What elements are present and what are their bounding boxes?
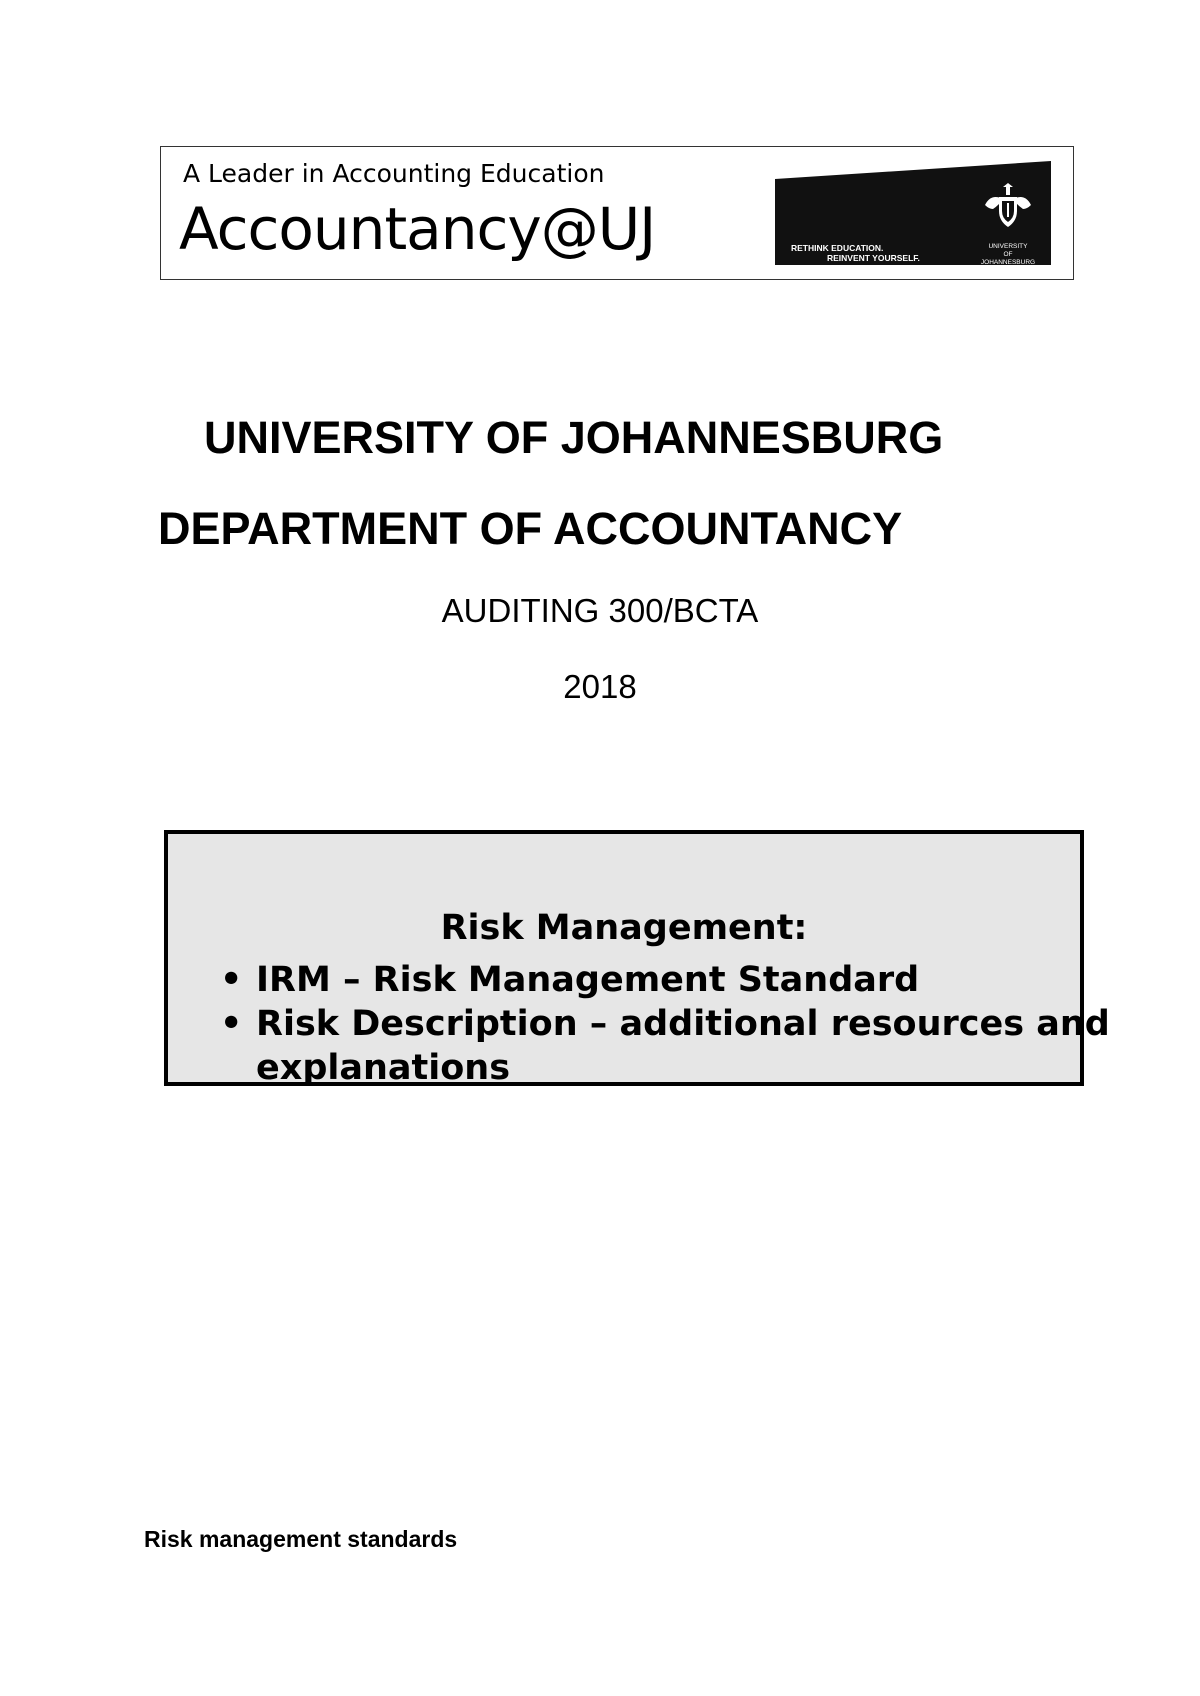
uni-name-line-2: OF [1003,251,1013,258]
bullet-icon: • [220,960,243,1000]
university-title: UNIVERSITY OF JOHANNESBURG [204,412,944,463]
banner-logo-panel [775,161,1051,265]
uni-name-line-3: JOHANNESBURG [980,259,1036,266]
list-item [220,958,1110,1002]
list-item-text: IRM – Risk Management Standard [256,960,920,1000]
course-code: AUDITING 300/BCTA [441,592,759,629]
year: 2018 [563,668,637,705]
uni-name-line-1: UNIVERSITY [988,243,1028,250]
department-title: DEPARTMENT OF ACCOUNTANCY [158,503,903,554]
slogan-line-1: RETHINK EDUCATION. [791,243,884,253]
slogan-line-2: REINVENT YOURSELF. [827,253,920,263]
university-crest-icon [983,183,1033,233]
banner-brand: Accountancy@UJ [179,195,656,263]
topic-box [164,830,1110,1088]
bullet-icon: • [220,1004,243,1044]
footer-note: Risk management standards [144,1526,458,1552]
header-banner [160,146,1074,280]
banner-slogan [791,243,920,263]
list-item [220,1002,1110,1090]
banner-university-name [971,243,1045,267]
topic-list [220,958,1110,1090]
list-item-text: Risk Description – additional resources and [256,1004,1110,1044]
list-item-continuation: explanations [256,1048,511,1088]
topic-heading: Risk Management: [440,908,808,948]
banner-tagline: A Leader in Accounting Education [183,159,605,188]
